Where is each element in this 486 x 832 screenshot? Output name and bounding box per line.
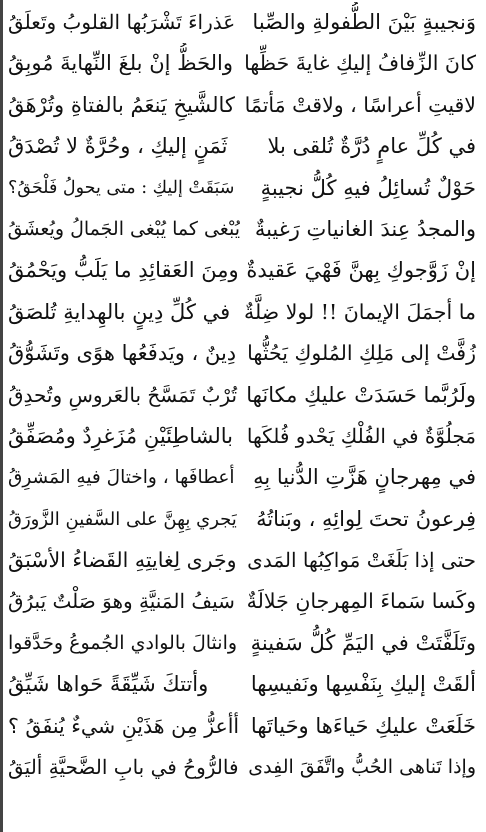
verse-first-hemistich: والمجدُ عِندَ الغانياتِ رَغيبةٌ — [254, 216, 476, 241]
verse-row — [6, 499, 482, 540]
verse-row — [6, 85, 482, 126]
poem-body — [6, 2, 482, 830]
verse-second-hemistich: في كُلِّ دِينٍ بالهِدايةِ تُلصَقُ — [8, 299, 231, 324]
verse-first-hemistich: وتَلَفَّتَتْ في اليَمِّ كُلُّ سَفينةٍ — [250, 630, 476, 655]
verse-second-hemistich: والحَظُّ إنْ بلغَ النِّهايةَ مُوبِقُ — [8, 51, 234, 76]
verse-second-hemistich: كالشَّيخِ يَنعَمُ بالفتاةِ وتُرْهَقُ — [8, 92, 235, 117]
verse-first-hemistich: حَوْلٌ تُسائِلُ فيهِ كُلُّ نجيبةٍ — [260, 175, 476, 200]
verse-second-hemistich: سَيفُ المَنيَّةِ وهوَ صَلْتٌ يَبرُقُ — [8, 589, 235, 614]
verse-row — [6, 209, 482, 250]
verse-second-hemistich: ومِنَ العَقائِدِ ما يَلَبُّ ويَحْمُقُ — [8, 258, 239, 283]
verse-second-hemistich: أأعزُّ مِن هَذَيْنِ شيءٌ يُنفَقُ ؟ — [8, 713, 240, 738]
verse-first-hemistich: فِرعونُ تحتَ لِوائِهِ ، وبَناتُهُ — [256, 506, 476, 531]
verse-first-hemistich: زُفَّتْ إلى مَلِكِ المُلوكِ يَحُثُّها — [247, 341, 476, 366]
verse-first-hemistich: كانَ الزِّفافُ إليكِ غايةَ حَظِّها — [244, 51, 476, 76]
verse-row — [6, 126, 482, 167]
verse-second-hemistich: تُرْبٌ تَمَسَّحُ بالعَروسِ وتُحدِقُ — [8, 382, 238, 407]
verse-first-hemistich: خَلَعَتْ عليكِ حَياءَها وحَياتَها — [250, 713, 476, 738]
verse-second-hemistich: دِينٌ ، ويَدفَعُها هوًى وتَشَوُّقُ — [8, 341, 237, 366]
verse-second-hemistich: وانثالَ بالوادي الجُموعُ وحَدَّقوا — [8, 631, 238, 654]
verse-first-hemistich: ولَرُبَّما حَسَدَتْ عليكِ مكانَها — [246, 382, 476, 407]
verse-first-hemistich: في مِهرجانٍ هَزَّتِ الدُّنيا بِهِ — [253, 465, 476, 490]
verse-row — [6, 168, 482, 209]
margin-rule — [0, 0, 3, 832]
verse-first-hemistich: لاقيتِ أعراسًا ، ولاقتْ مَأتمًا — [244, 92, 476, 117]
verse-first-hemistich: وإذا تَناهى الحُبُّ واتَّفَقَ الفِدى — [248, 756, 476, 779]
verse-second-hemistich: سَبَقَتْ إليكِ : متى يحولُ فَلْحَقُ؟ — [8, 177, 235, 198]
verse-second-hemistich: وأتتكَ شَيِّقَةً حَواها شَيِّقُ — [8, 672, 209, 697]
verse-second-hemistich: يُبْغى كما يُبْغى الجَمالُ ويُعشَقُ — [7, 217, 240, 240]
verse-row — [6, 664, 482, 705]
verse-second-hemistich: أعطافَها ، واختالَ فيهِ المَشرِقُ — [8, 467, 235, 489]
verse-row — [6, 457, 482, 498]
verse-row — [6, 623, 482, 664]
verse-second-hemistich: ثَمَنٍ إليكِ ، وحُرَّةٌ لا تُصْدَقُ — [8, 134, 228, 159]
verse-first-hemistich: مَجلُوَّةٌ في الفُلْكِ يَحْدو فُلكَها — [246, 423, 476, 448]
verse-row — [6, 747, 482, 788]
verse-row — [6, 540, 482, 581]
verse-first-hemistich: في كُلِّ عامٍ دُرَّةٌ تُلقى بلا — [267, 134, 476, 159]
verse-first-hemistich: إنْ زَوَّجوكِ بِهنَّ فَهْيَ عَقيدةٌ — [246, 258, 476, 283]
verse-first-hemistich: ما أجمَلَ الإيمانَ !! لولا ضِلَّةٌ — [244, 299, 476, 324]
verse-first-hemistich: حتى إذا بَلَغَتْ مَواكِبُها المَدى — [247, 548, 476, 573]
verse-second-hemistich: فالرُّوحُ في بابِ الضَّحيَّةِ أليَقُ — [8, 755, 239, 780]
verse-row — [6, 292, 482, 333]
verse-row — [6, 333, 482, 374]
verse-first-hemistich: وَنجيبةٍ بَيْنَ الطُّفولةِ والصِّبا — [252, 10, 476, 34]
verse-second-hemistich: عَذراءَ تَشْرَبُها القلوبُ وتَعلَقُ — [8, 10, 236, 34]
verse-second-hemistich: يَجري بِهِنَّ على السَّفينِ الزَّورَقُ — [8, 508, 237, 530]
verse-second-hemistich: بالشاطِئَيْنِ مُزَغرِدٌ ومُصَفِّقُ — [8, 423, 233, 448]
verse-first-hemistich: ألقَتْ إليكِ بِنَفْسِها ونَفيسِها — [250, 672, 476, 697]
verse-row — [6, 706, 482, 747]
verse-row — [6, 581, 482, 622]
verse-row — [6, 2, 482, 43]
verse-row — [6, 250, 482, 291]
verse-first-hemistich: وكَسا سَماءَ المِهرجانِ جَلالَةٌ — [246, 589, 476, 614]
verse-row — [6, 43, 482, 84]
verse-row — [6, 416, 482, 457]
verse-row — [6, 375, 482, 416]
verse-second-hemistich: وجَرى لِغايتِهِ القَضاءُ الأسْبَقُ — [8, 548, 237, 573]
